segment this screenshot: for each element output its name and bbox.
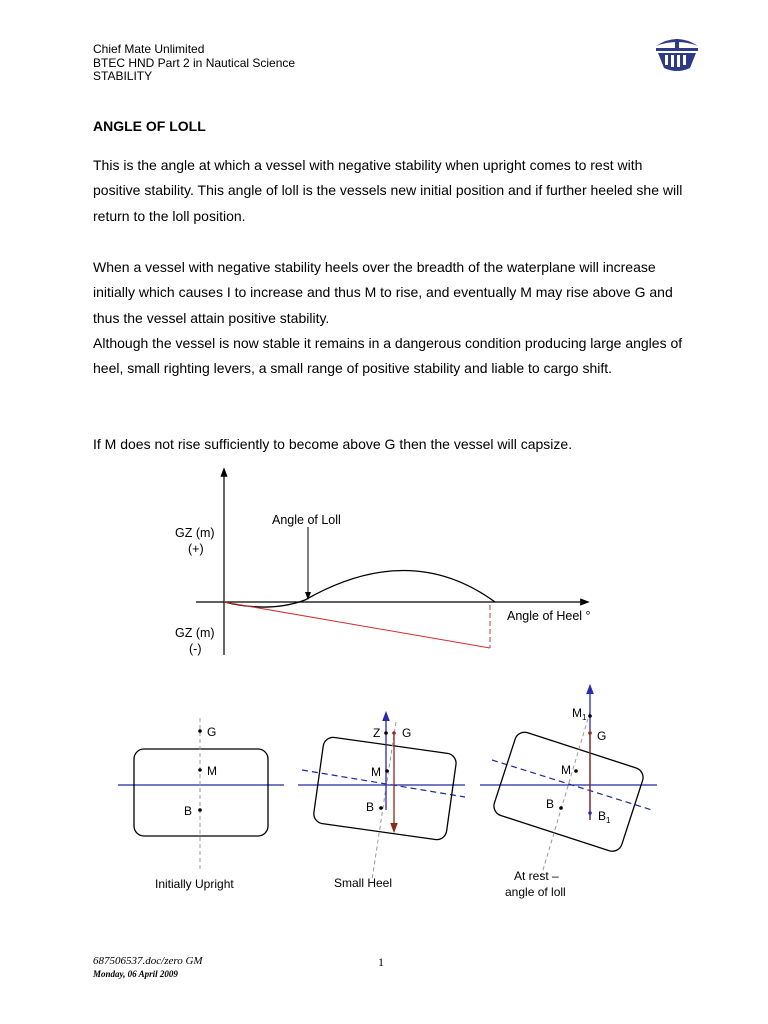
paragraph-3: Although the vessel is now stable it remains in a dangerous condition producing large angles of heel, small righting levers, a small range of positive stability and liable to cargo shift. [93, 334, 683, 377]
label-m: M [207, 764, 217, 778]
label-b: B [184, 804, 193, 818]
label-b1: $B_1$ [598, 809, 611, 825]
hull-section [313, 736, 458, 841]
label-m: M [561, 763, 571, 777]
point-b [379, 806, 383, 810]
caption-small-heel: Small Heel [334, 876, 393, 890]
label-b: B [366, 800, 375, 814]
vessel-upright [118, 718, 284, 891]
hull-section [491, 730, 645, 854]
footer-date: Monday, 06 April 2009 [93, 969, 178, 979]
hull-section [134, 749, 268, 836]
centreline [372, 722, 396, 880]
caption-at-rest: At rest – [514, 869, 559, 883]
caption-upright: Initially Upright [155, 877, 234, 891]
paragraph-1: This is the angle at which a vessel with negative stability when upright comes to rest with positive stability. This angle of loll is the vessels new initial position and if further heeled she will return to the loll position. [93, 157, 683, 224]
gz-negative-sign: (-) [189, 642, 202, 656]
point-b [198, 808, 202, 812]
vessel-angle-of-loll [480, 689, 657, 899]
label-m: M [371, 765, 381, 779]
angle-of-heel-label: Angle of Heel ° [507, 609, 591, 623]
negative-gz-line [224, 602, 490, 648]
point-m [574, 769, 578, 773]
header-subject: STABILITY [93, 69, 153, 83]
gz-positive-label: GZ (m) [175, 526, 215, 540]
point-b [559, 806, 563, 810]
document-footer [93, 955, 203, 981]
paragraph-2: When a vessel with negative stability heels over the breadth of the waterplane will increase initially which causes I to increase and thus M to rise, and eventually M may rise above G and thus the vessel attain positive stability. [93, 259, 673, 326]
label-m1: $M_1$ [572, 706, 587, 722]
page-number: 1 [378, 955, 384, 969]
gz-curve-graph [175, 472, 591, 656]
page-title: ANGLE OF LOLL [93, 118, 206, 134]
header-programme: BTEC HND Part 2 in Nautical Science [93, 55, 296, 70]
caption-angle-of-loll: angle of loll [505, 885, 566, 899]
centreline [540, 712, 590, 880]
point-g [588, 731, 592, 735]
point-m [198, 768, 202, 772]
paragraph-4: If M does not rise sufficiently to become above G then the vessel will capsize. [93, 436, 573, 452]
gz-negative-label: GZ (m) [175, 626, 215, 640]
point-m [385, 769, 389, 773]
point-z [384, 731, 388, 735]
label-b: B [546, 797, 555, 811]
header-course: Chief Mate Unlimited [93, 42, 205, 56]
label-z: Z [373, 726, 381, 740]
gz-positive-sign: (+) [188, 542, 204, 556]
vessel-small-heel [298, 716, 465, 890]
point-g [392, 731, 396, 735]
footer-filename: 687506537.doc/zero GM [93, 955, 203, 967]
angle-of-loll-label: Angle of Loll [272, 513, 341, 527]
label-g: G [597, 729, 607, 743]
point-b1 [588, 811, 592, 815]
point-g [198, 729, 202, 733]
heeled-waterline [302, 770, 465, 797]
label-g: G [402, 726, 412, 740]
label-g: G [207, 725, 217, 739]
point-m1 [588, 714, 592, 718]
